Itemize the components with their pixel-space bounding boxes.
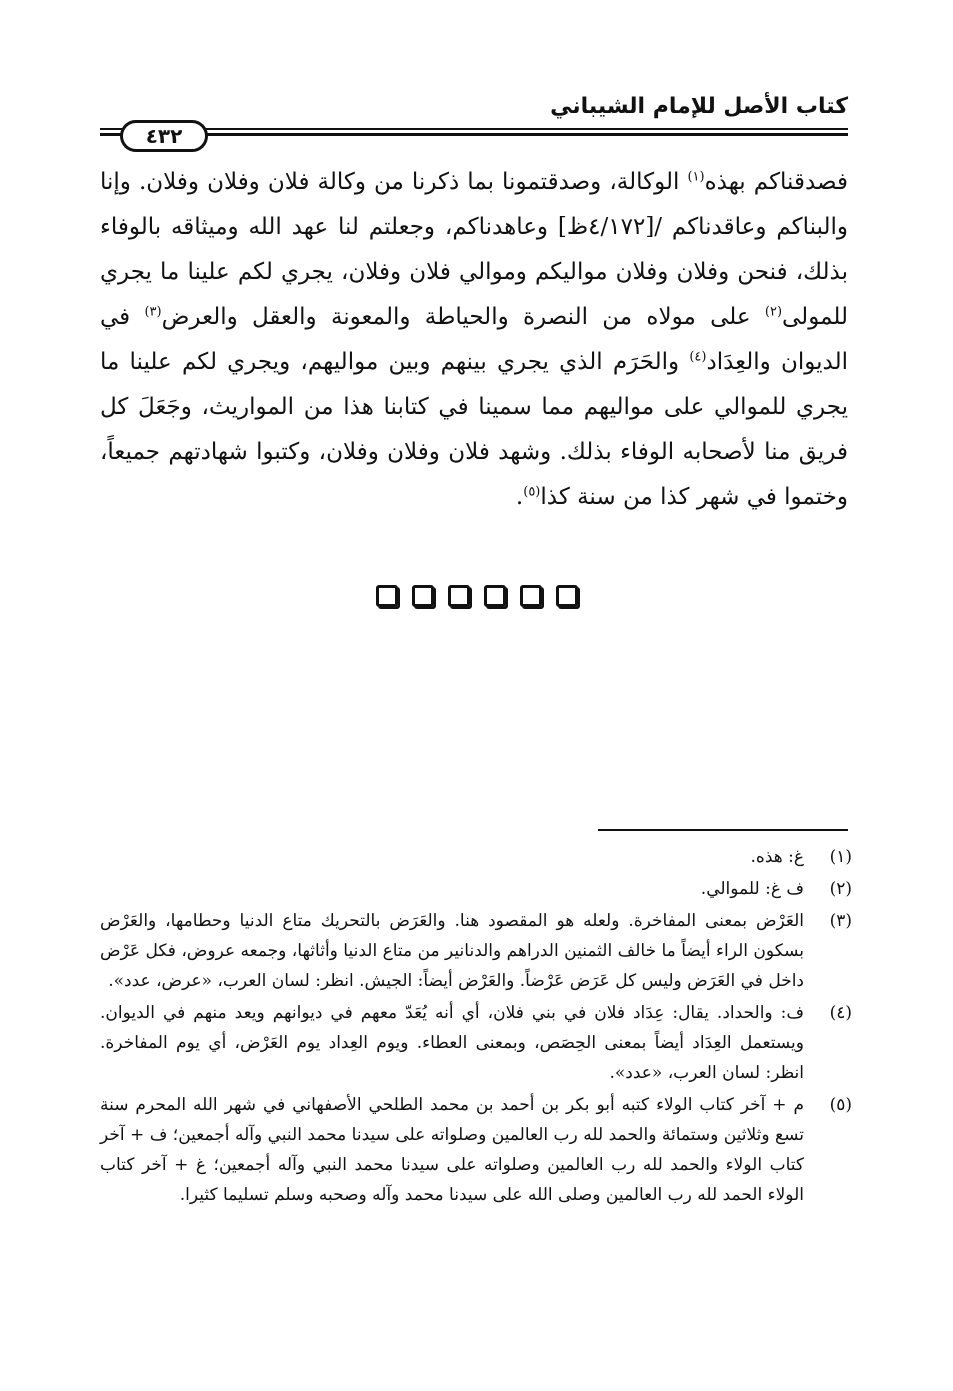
divider-square-icon xyxy=(520,585,542,607)
footnote-text: م + آخر كتاب الولاء كتبه أبو بكر بن أحمد بن محمد الطلحي الأصفهاني في شهر الله المحرم سنة تسع وثلاثين وستمائة والحمد لله رب العالمين وصلواته على سيدنا محمد النبي وآله أجمعين؛ ف + آخر كتاب الولاء والحمد لله رب العالمين وصلواته على سيدنا محمد النبي وآله أجمعين؛ غ + آخر كتاب الولاء الحمد لله رب العالمين وصلى الله على سيدنا محمد وآله وصحبه وسلم تسليما كثيرا. xyxy=(100,1095,804,1205)
page-header xyxy=(100,92,848,162)
divider-square-icon xyxy=(412,585,434,607)
running-title: كتاب الأصل للإمام الشيباني xyxy=(550,94,848,119)
text-segment: في الديوان والعِدَاد xyxy=(100,304,848,375)
footnote-number: (١) xyxy=(829,847,852,867)
footnote xyxy=(100,874,852,904)
header-rule xyxy=(100,125,848,139)
footnote xyxy=(100,1090,852,1210)
footnotes xyxy=(100,842,852,1212)
text-segment: على مولاه من النصرة والحياطة والمعونة والعقل والعرض xyxy=(161,304,765,330)
footnote-marker-1: (١) xyxy=(687,169,705,185)
text-segment: . xyxy=(515,484,524,510)
footnote-marker-2: (٢) xyxy=(764,304,783,320)
divider-square-icon xyxy=(484,585,506,607)
footnote xyxy=(100,906,852,996)
footnote-marker-4: (٤) xyxy=(689,349,707,365)
text-segment: الوكالة، وصدقتمونا بما ذكرنا من وكالة فلان وفلان وفلان. وإنا والبناكم وعاقدناكم /[٤/١٧٢ظ] وعاهدناكم، وجعلتم لنا عهد الله وميثاقه بالوفاء بذلك، فنحن وفلان وفلان مواليكم وموالي فلان وفلان، يجري لكم علينا ما يجري للمولى xyxy=(100,169,848,330)
main-text xyxy=(100,160,848,520)
main-paragraph xyxy=(100,160,848,520)
footnote-text: العَرْض بمعنى المفاخرة. ولعله هو المقصود هنا. والعَرَض بالتحريك متاع الدنيا وحطامها، والعَرْض بسكون الراء أيضاً ما خالف الثمنين الدراهم والدنانير من متاع الدنيا وأثاثها، وجمعه عروض، فكل عَرْض داخل في العَرَض وليس كل عَرَض عَرْضاً. والعَرْض أيضاً: الجيش. انظر: لسان العرب، «عرض، عدد». xyxy=(100,911,804,991)
footnote-text: غ: هذه. xyxy=(750,847,804,867)
footnote-text: ف: والحداد. يقال: عِدَاد فلان في بني فلان، أي أنه يُعَدّ معهم في ديوانهم ويعد منهم في الديوان. ويستعمل العِدَاد أيضاً بمعنى الحِصَص، وبمعنى العطاء. ويوم العِداد يوم العَرْض، أي يوم المفاخرة. انظر: لسان العرب، «عدد». xyxy=(100,1003,804,1083)
footnote-text: ف غ: للموالي. xyxy=(700,879,804,899)
section-divider xyxy=(0,585,953,611)
footnote-separator xyxy=(598,829,848,831)
footnote xyxy=(100,998,852,1088)
divider-square-icon xyxy=(448,585,470,607)
footnote xyxy=(100,842,852,872)
header-rule-thick xyxy=(100,133,848,136)
footnote-number: (٣) xyxy=(829,911,852,931)
footnote-marker-5: (٥) xyxy=(523,484,541,500)
footnote-marker-3: (٣) xyxy=(144,304,162,320)
text-segment: فصدقناكم بهذه xyxy=(704,169,848,195)
footnote-number: (٢) xyxy=(829,879,852,899)
text-segment: والحَرَم الذي يجري بينهم وبين مواليهم، ويجري لكم علينا ما يجري للموالي على مواليهم مما سمينا في كتابنا هذا من المواريث، وجَعَلَ كل فريق منا لأصحابه الوفاء بذلك. وشهد فلان وفلان وفلان، وكتبوا شهادتهم جميعاً، وختموا في شهر كذا من سنة كذا xyxy=(100,349,848,510)
footnote-number: (٥) xyxy=(829,1095,852,1115)
page-number: ٤٣٢ xyxy=(120,120,208,152)
divider-square-icon xyxy=(376,585,398,607)
footnote-number: (٤) xyxy=(829,1003,852,1023)
divider-square-icon xyxy=(556,585,578,607)
header-rule-thin xyxy=(100,128,848,130)
